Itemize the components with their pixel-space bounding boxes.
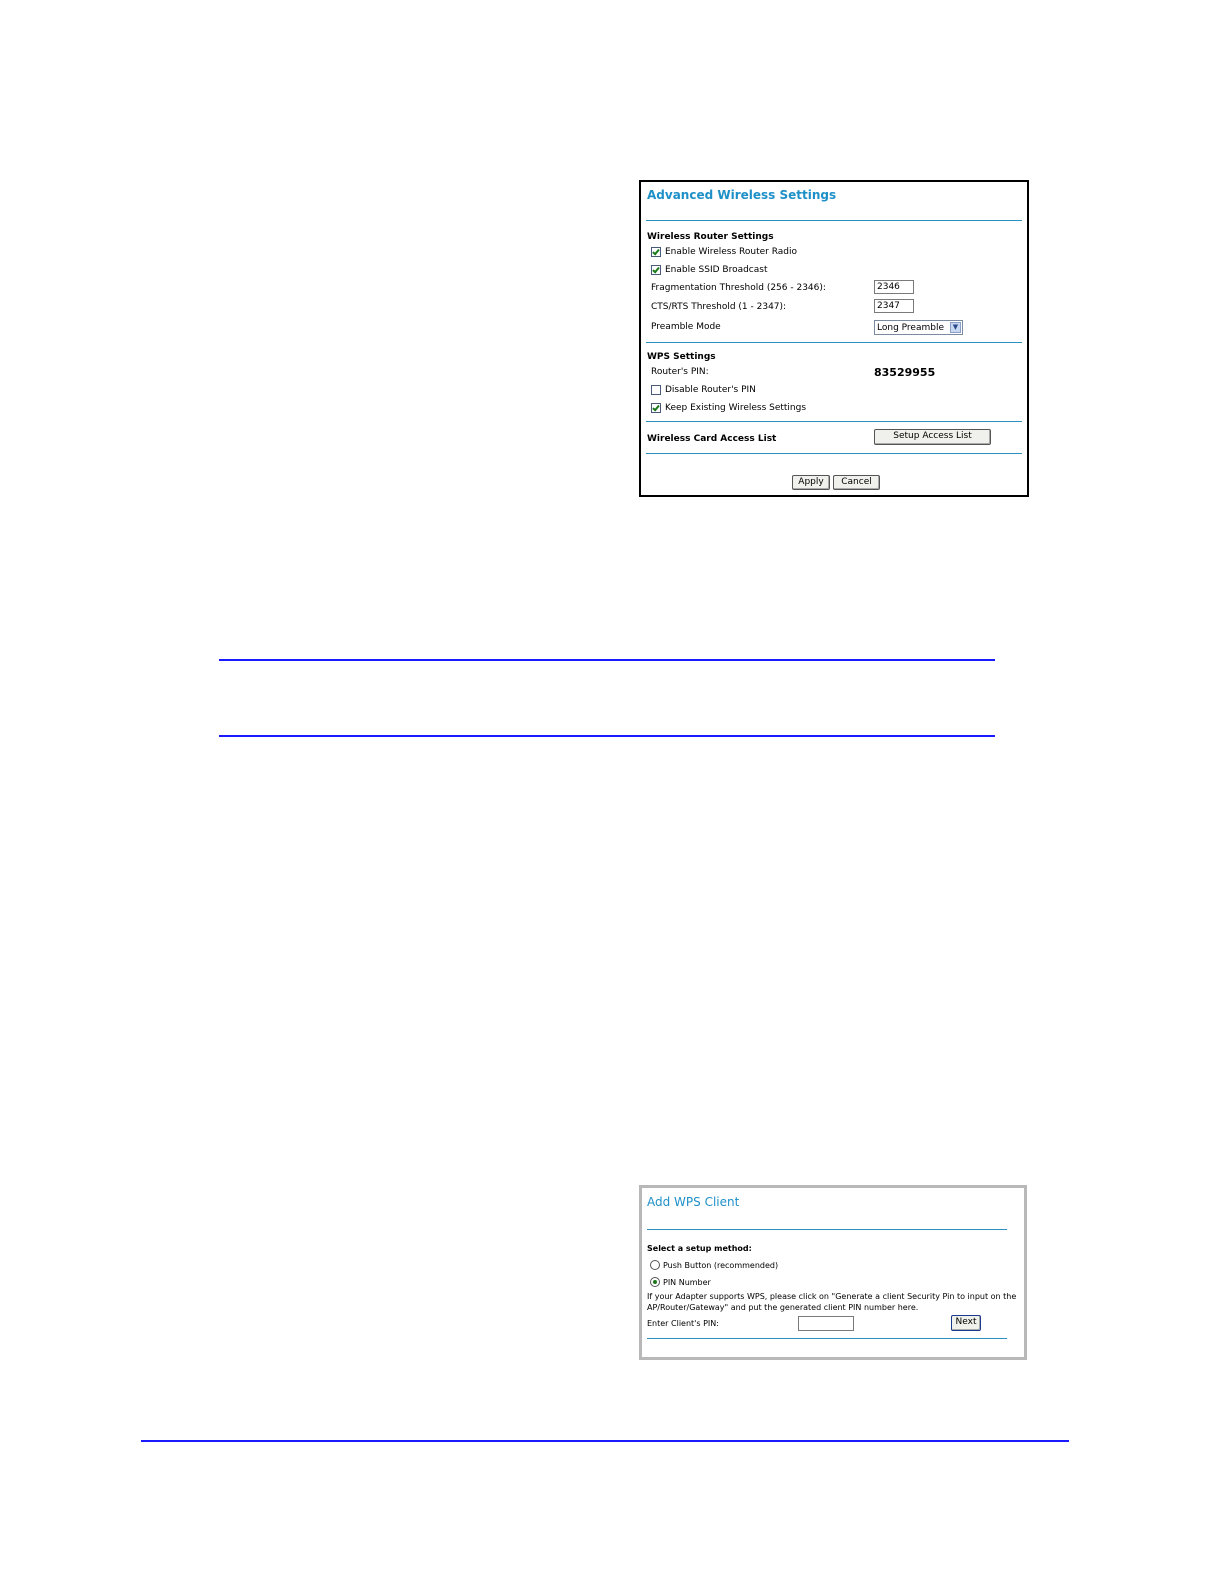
footer-rule xyxy=(141,1440,1069,1442)
divider xyxy=(646,421,1022,422)
pin-number-option[interactable] xyxy=(650,1277,711,1287)
enable-ssid-label: Enable SSID Broadcast xyxy=(665,265,768,275)
fragmentation-label: Fragmentation Threshold (256 - 2346): xyxy=(651,283,826,293)
cancel-button[interactable]: Cancel xyxy=(833,475,880,490)
preamble-label: Preamble Mode xyxy=(651,322,721,332)
panel-title: Add WPS Client xyxy=(647,1195,740,1209)
wps-settings-heading: WPS Settings xyxy=(647,352,716,362)
disable-pin-row[interactable] xyxy=(651,385,756,395)
client-pin-input[interactable] xyxy=(798,1316,854,1331)
enable-radio-checkbox[interactable] xyxy=(651,247,661,257)
pin-number-radio[interactable] xyxy=(650,1277,660,1287)
enable-ssid-row[interactable] xyxy=(651,265,767,275)
add-wps-client-panel xyxy=(639,1185,1027,1360)
select-method-label: Select a setup method: xyxy=(647,1244,752,1253)
chevron-down-icon[interactable]: ▼ xyxy=(950,322,961,333)
preamble-selected-value: Long Preamble xyxy=(877,323,944,333)
client-pin-label: Enter Client's PIN: xyxy=(647,1319,719,1328)
divider xyxy=(647,1338,1007,1339)
setup-access-list-button[interactable]: Setup Access List xyxy=(874,429,991,445)
divider xyxy=(646,453,1022,454)
panel-title: Advanced Wireless Settings xyxy=(647,188,837,202)
next-button[interactable]: Next xyxy=(951,1315,981,1331)
keep-existing-row[interactable] xyxy=(651,403,806,413)
router-settings-heading: Wireless Router Settings xyxy=(647,232,774,242)
access-list-label: Wireless Card Access List xyxy=(647,434,777,444)
note-bottom-rule xyxy=(219,735,995,737)
enable-radio-row[interactable] xyxy=(651,247,797,257)
push-button-radio[interactable] xyxy=(650,1260,660,1270)
pin-number-label: PIN Number xyxy=(663,1277,711,1287)
push-button-label: Push Button (recommended) xyxy=(663,1260,779,1270)
cts-rts-label: CTS/RTS Threshold (1 - 2347): xyxy=(651,302,787,312)
apply-button[interactable]: Apply xyxy=(792,475,830,490)
cts-rts-input[interactable]: 2347 xyxy=(874,299,914,313)
keep-existing-checkbox[interactable] xyxy=(651,403,661,413)
fragmentation-input[interactable]: 2346 xyxy=(874,280,914,294)
router-pin-value: 83529955 xyxy=(874,366,936,379)
push-button-option[interactable] xyxy=(650,1260,778,1270)
advanced-wireless-settings-panel xyxy=(639,180,1029,497)
divider xyxy=(647,1229,1007,1230)
router-pin-label: Router's PIN: xyxy=(651,367,709,377)
wps-instructions: If your Adapter supports WPS, please click on "Generate a client Security Pin to input on the AP/Router/Gateway" and put the generated client PIN number here. xyxy=(647,1292,1017,1312)
enable-ssid-checkbox[interactable] xyxy=(651,265,661,275)
disable-pin-checkbox[interactable] xyxy=(651,385,661,395)
note-top-rule xyxy=(219,659,995,661)
keep-existing-label: Keep Existing Wireless Settings xyxy=(665,403,807,413)
divider xyxy=(646,342,1022,343)
disable-pin-label: Disable Router's PIN xyxy=(665,385,756,395)
enable-radio-label: Enable Wireless Router Radio xyxy=(665,247,798,257)
preamble-select[interactable] xyxy=(874,320,963,335)
divider xyxy=(646,220,1022,221)
